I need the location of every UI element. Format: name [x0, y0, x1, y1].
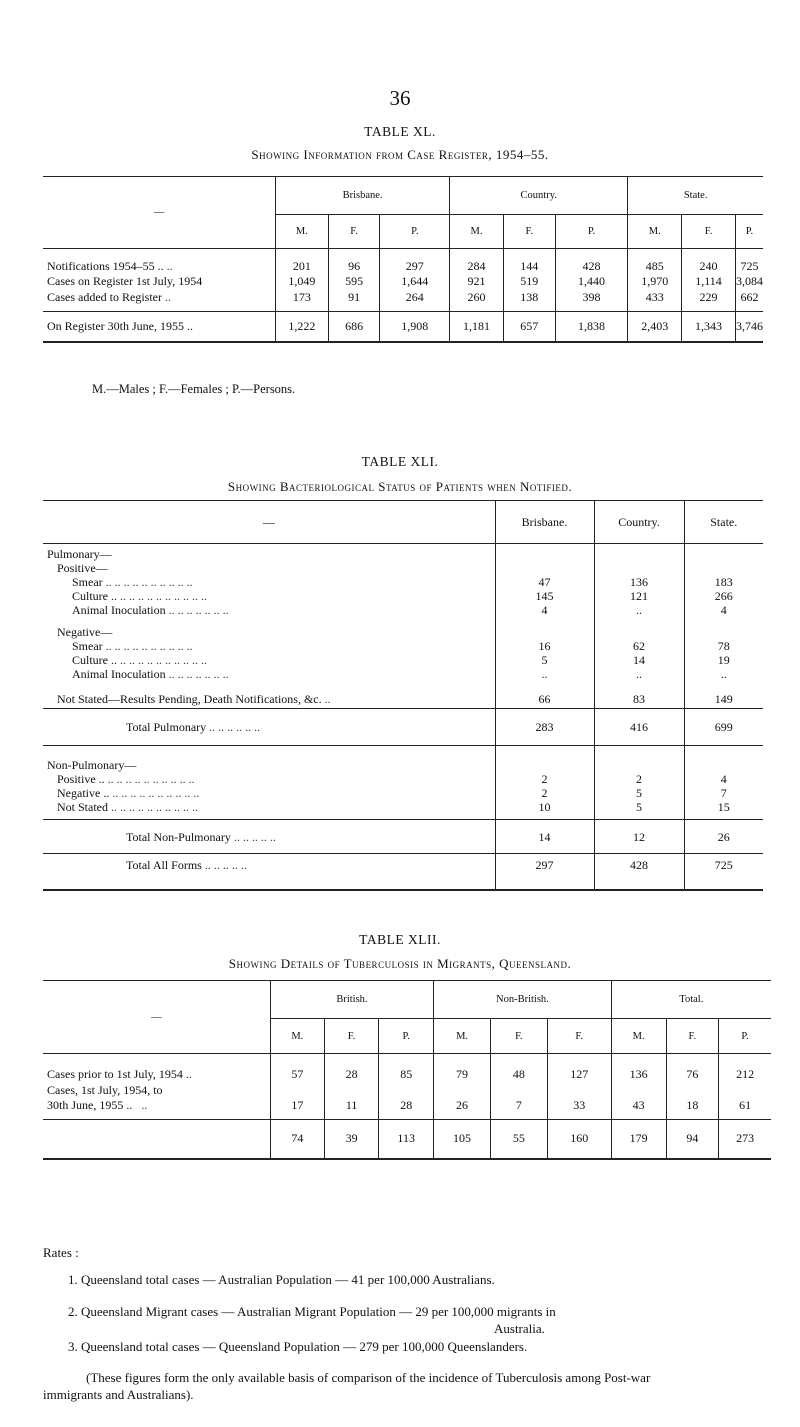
cell: 179	[611, 1120, 666, 1159]
cell: 2	[495, 772, 594, 786]
row-label: Notifications 1954–55 .. ..	[47, 258, 173, 273]
table-row	[43, 800, 763, 820]
cell: 55	[490, 1120, 547, 1159]
cell: 284	[450, 249, 504, 274]
table-xlii-title: TABLE XLII.	[359, 932, 441, 947]
cell: 699	[684, 709, 763, 746]
cell: 48	[490, 1054, 547, 1082]
table-xlii-subtitle: Showing Details of Tuberculosis in Migrants, Queensland.	[228, 956, 572, 971]
table-row	[43, 709, 763, 746]
col-header: F.	[547, 1019, 611, 1054]
cell: 14	[594, 653, 684, 667]
cell: 1,440	[555, 274, 628, 290]
col-header: F.	[666, 1019, 719, 1054]
cell: 149	[684, 681, 763, 709]
cell: 1,222	[275, 312, 328, 342]
table-row	[43, 312, 763, 342]
col-header: P.	[735, 215, 763, 249]
cell: 428	[555, 249, 628, 274]
cell: 662	[735, 290, 763, 312]
cell: 725	[684, 854, 763, 890]
cell: 416	[594, 709, 684, 746]
col-header: F.	[324, 1019, 378, 1054]
row-label: Animal Inoculation .. .. .. .. .. .. ..	[72, 666, 229, 681]
cell: 519	[503, 274, 555, 290]
table-xl	[43, 176, 763, 343]
group-header: British.	[270, 981, 433, 1019]
col-header: M.	[611, 1019, 666, 1054]
table-row	[43, 1054, 771, 1082]
table-row	[43, 820, 763, 854]
col-header: Country.	[594, 501, 684, 544]
cell: 273	[719, 1120, 771, 1159]
cell: 19	[684, 653, 763, 667]
col-header: P.	[380, 215, 450, 249]
cell: 79	[434, 1054, 491, 1082]
cell: 10	[495, 800, 594, 820]
table-row	[43, 575, 763, 589]
cell: 1,644	[380, 274, 450, 290]
row-label: Culture .. .. .. .. .. .. .. .. .. .. ..	[72, 652, 207, 667]
group-header: Total.	[611, 981, 771, 1019]
row-label: Total Pulmonary .. .. .. .. .. ..	[126, 720, 261, 734]
rates-note: (These figures form the only available basis of comparison of the incidence of Tuberculosis among Post-war	[86, 1370, 651, 1385]
row-label: Not Stated—Results Pending, Death Notifications, &c. ..	[57, 692, 331, 706]
cell: 686	[328, 312, 380, 342]
cell: 74	[270, 1120, 324, 1159]
cell: 12	[594, 820, 684, 854]
cell: 485	[628, 249, 682, 274]
cell: 297	[380, 249, 450, 274]
row-label: Culture .. .. .. .. .. .. .. .. .. .. ..	[72, 588, 207, 603]
cell: 62	[594, 639, 684, 653]
cell: 136	[611, 1054, 666, 1082]
rate-2: 2. Queensland Migrant cases — Australian Migrant Population — 29 per 100,000 migrants in	[68, 1304, 556, 1319]
rate-3: 3. Queensland total cases — Queensland Population — 279 per 100,000 Queenslanders.	[68, 1339, 528, 1354]
cell: 39	[324, 1120, 378, 1159]
col-header: P.	[379, 1019, 434, 1054]
table-row	[43, 667, 763, 681]
section-label: Pulmonary—	[47, 546, 112, 561]
col-header: M.	[434, 1019, 491, 1054]
table-xlii	[43, 980, 771, 1160]
subsection-label: Negative—	[57, 624, 113, 639]
table-xlii-corner: —	[151, 1011, 162, 1023]
cell: 113	[379, 1120, 434, 1159]
cell: 3,084	[735, 274, 763, 288]
table-xl-subtitle: Showing Information from Case Register, 1954–55.	[251, 147, 549, 162]
row-label: Smear .. .. .. .. .. .. .. .. .. ..	[72, 638, 193, 653]
cell: 78	[684, 639, 763, 653]
group-header: Brisbane.	[275, 177, 449, 215]
cell: 5	[594, 800, 684, 820]
table-row	[43, 653, 763, 667]
row-label: Total Non-Pulmonary .. .. .. .. ..	[126, 829, 276, 844]
cell: 16	[495, 639, 594, 653]
cell: ..	[495, 667, 594, 681]
col-header: F.	[682, 215, 736, 249]
row-label: Cases added to Register ..	[47, 289, 171, 304]
cell: 398	[555, 290, 628, 312]
table-row	[43, 772, 763, 786]
cell: 212	[719, 1054, 771, 1082]
cell: 7	[490, 1082, 547, 1120]
rates-heading: Rates :	[43, 1245, 79, 1260]
table-xli-subtitle: Showing Bacteriological Status of Patients when Notified.	[227, 479, 573, 494]
cell: 283	[495, 709, 594, 746]
cell: 28	[324, 1054, 378, 1082]
cell: 28	[379, 1082, 434, 1120]
cell: 57	[270, 1054, 324, 1082]
cell: 3,746	[735, 312, 763, 342]
col-header: M.	[450, 215, 504, 249]
col-header: M.	[270, 1019, 324, 1054]
table-xli-corner: —	[262, 515, 275, 529]
cell: 145	[495, 589, 594, 603]
table-row	[43, 249, 763, 274]
cell: 4	[495, 603, 594, 617]
col-header: Brisbane.	[495, 501, 594, 544]
cell: 1,838	[555, 312, 628, 342]
cell: ..	[594, 603, 684, 617]
table-xl-corner: —	[153, 207, 165, 218]
col-header: State.	[684, 501, 763, 544]
cell: 2,403	[628, 312, 682, 342]
cell: 657	[503, 312, 555, 342]
cell: 1,181	[450, 312, 504, 342]
cell: 1,343	[682, 312, 736, 342]
row-label: Negative .. .. .. .. .. .. .. .. .. .. ..	[57, 785, 200, 800]
row-label: Cases prior to 1st July, 1954 ..	[47, 1066, 192, 1081]
rate-1: 1. Queensland total cases — Australian Population — 41 per 100,000 Australians.	[68, 1272, 495, 1287]
cell: 66	[495, 681, 594, 709]
cell: 266	[684, 589, 763, 603]
cell: 76	[666, 1054, 719, 1082]
cell: 136	[594, 575, 684, 589]
cell: 11	[324, 1082, 378, 1120]
cell: 14	[495, 820, 594, 854]
page-number: 36	[389, 86, 411, 110]
cell: 260	[450, 290, 504, 312]
cell: 26	[434, 1082, 491, 1120]
cell: 433	[628, 290, 682, 312]
cell: 297	[495, 854, 594, 890]
cell: 201	[275, 249, 328, 274]
cell: 428	[594, 854, 684, 890]
col-header: M.	[275, 215, 328, 249]
col-header: P.	[555, 215, 628, 249]
col-header: M.	[628, 215, 682, 249]
col-header: F.	[503, 215, 555, 249]
cell: 2	[594, 772, 684, 786]
cell: 127	[547, 1054, 611, 1082]
row-label: Cases on Register 1st July, 1954	[47, 274, 203, 288]
cell: 595	[328, 274, 380, 290]
row-label: Not Stated .. .. .. .. .. .. .. .. .. ..	[57, 799, 198, 814]
cell: 4	[684, 772, 763, 786]
cell: 4	[684, 603, 763, 617]
cell: 91	[328, 290, 380, 312]
table-row	[43, 1120, 771, 1159]
cell: 105	[434, 1120, 491, 1159]
rates-note-cont: immigrants and Australians).	[43, 1387, 194, 1402]
group-header: Non-British.	[434, 981, 611, 1019]
table-row	[43, 274, 763, 290]
cell: 229	[682, 290, 736, 312]
row-label: Cases, 1st July, 1954, to 30th June, 1955 .. ..	[47, 1083, 163, 1112]
table-xli-title: TABLE XLI.	[361, 454, 439, 469]
table-row	[43, 786, 763, 800]
cell: 1,049	[275, 274, 328, 290]
cell: 18	[666, 1082, 719, 1120]
cell: 5	[495, 653, 594, 667]
cell: 7	[684, 786, 763, 800]
cell: ..	[684, 667, 763, 681]
cell: 43	[611, 1082, 666, 1120]
cell: 144	[503, 249, 555, 274]
cell: 1,908	[380, 312, 450, 342]
row-label: Animal Inoculation .. .. .. .. .. .. ..	[72, 602, 229, 617]
cell: 61	[719, 1082, 771, 1120]
col-header: F.	[328, 215, 380, 249]
row-label: Total All Forms .. .. .. .. ..	[126, 858, 247, 872]
cell: 725	[735, 249, 763, 274]
cell: 85	[379, 1054, 434, 1082]
cell: 26	[684, 820, 763, 854]
col-header: F.	[490, 1019, 547, 1054]
cell: 173	[275, 290, 328, 312]
table-row	[43, 589, 763, 603]
rate-2-cont: Australia.	[494, 1321, 545, 1336]
table-row	[43, 639, 763, 653]
row-label: Positive .. .. .. .. .. .. .. .. .. .. ..	[57, 771, 195, 786]
cell: 921	[450, 274, 504, 290]
cell: 2	[495, 786, 594, 800]
cell: 1,114	[682, 274, 736, 290]
total-label	[43, 1120, 270, 1159]
table-row	[43, 1082, 771, 1120]
table-row	[43, 681, 763, 709]
group-header: Country.	[450, 177, 628, 215]
cell: ..	[594, 667, 684, 681]
cell: 83	[594, 681, 684, 709]
cell: 94	[666, 1120, 719, 1159]
cell: 1,970	[628, 274, 682, 290]
cell: 96	[328, 249, 380, 274]
table-row	[43, 290, 763, 312]
cell: 183	[684, 575, 763, 589]
cell: 240	[682, 249, 736, 274]
cell: 5	[594, 786, 684, 800]
table-xli	[43, 500, 763, 891]
cell: 264	[380, 290, 450, 312]
cell: 15	[684, 800, 763, 820]
row-label: On Register 30th June, 1955 ..	[47, 318, 193, 333]
col-header: P.	[719, 1019, 771, 1054]
cell: 138	[503, 290, 555, 312]
subsection-label: Positive—	[57, 560, 108, 575]
row-label: Smear .. .. .. .. .. .. .. .. .. ..	[72, 574, 193, 589]
table-row	[43, 603, 763, 617]
section-label: Non-Pulmonary—	[47, 757, 137, 772]
cell: 121	[594, 589, 684, 603]
table-xl-title: TABLE XL.	[364, 124, 436, 139]
table-xl-legend: M.—Males ; F.—Females ; P.—Persons.	[92, 382, 296, 396]
cell: 17	[270, 1082, 324, 1120]
cell: 33	[547, 1082, 611, 1120]
group-header: State.	[628, 177, 763, 215]
table-row	[43, 854, 763, 890]
cell: 160	[547, 1120, 611, 1159]
cell: 47	[495, 575, 594, 589]
